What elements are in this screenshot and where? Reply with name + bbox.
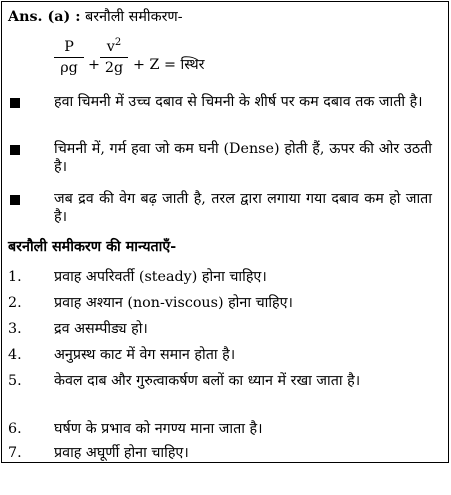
fraction-numerator: $v^2$	[106, 37, 122, 55]
bullet-text: चिमनी में, गर्म हवा जो कम घनी (Dense) होती हैं, ऊपर की ओर उठती है।	[54, 141, 432, 175]
bullet-square-icon	[10, 98, 20, 108]
list-item: केवल दाब और गुरुत्वाकर्षण बलों का ध्यान में रखा जाता है।	[54, 373, 361, 389]
list-item: प्रवाह अश्यान (non-viscous) होना चाहिए।	[54, 295, 293, 311]
fraction-denominator: ρg	[60, 60, 78, 76]
list-number: 1.	[8, 269, 22, 285]
equation-rest: + Z = स्थिर	[133, 57, 205, 73]
fraction-bar	[54, 57, 84, 58]
list-number: 5.	[8, 373, 22, 389]
fraction-denominator: 2g	[104, 60, 124, 76]
bullet-text: जब द्रव की वेग बढ़ जाती है, तरल द्वारा लगाया गया दबाव कम हो जाता है।	[54, 191, 432, 225]
list-item: अनुप्रस्थ काट में वेग समान होता है।	[54, 347, 236, 363]
fraction-p-rho-g	[54, 38, 84, 77]
answer-box	[1, 1, 449, 463]
plus-sign: +	[88, 57, 100, 73]
list-number: 2.	[8, 295, 22, 311]
list-number: 6.	[8, 421, 22, 437]
list-item: घर्षण के प्रभाव को नगण्य माना जाता है।	[54, 421, 263, 437]
bullet-text: हवा चिमनी में उच्च दबाव से चिमनी के शीर्ष पर कम दबाव तक जाती है।	[54, 94, 423, 110]
assumptions-heading: बरनौली समीकरण की मान्यताऍं-	[8, 239, 177, 255]
list-item: द्रव असम्पीड्य हो।	[54, 321, 148, 337]
answer-label: Ans. (a) :	[8, 9, 81, 25]
answer-header	[8, 8, 183, 26]
fraction-numerator: P	[64, 39, 74, 55]
bullet-square-icon	[10, 195, 20, 205]
fraction-bar	[100, 57, 128, 58]
list-item: प्रवाह अपरिवर्ती (steady) होना चाहिए।	[54, 269, 267, 285]
answer-heading: बरनौली समीकरण-	[85, 9, 183, 25]
bullet-square-icon	[10, 145, 20, 155]
list-number: 7.	[8, 445, 22, 461]
list-number: 4.	[8, 347, 22, 363]
list-item: प्रवाह अघूर्णी होना चाहिए।	[54, 445, 189, 461]
list-number: 3.	[8, 321, 22, 337]
fraction-v2-2g	[100, 38, 128, 77]
